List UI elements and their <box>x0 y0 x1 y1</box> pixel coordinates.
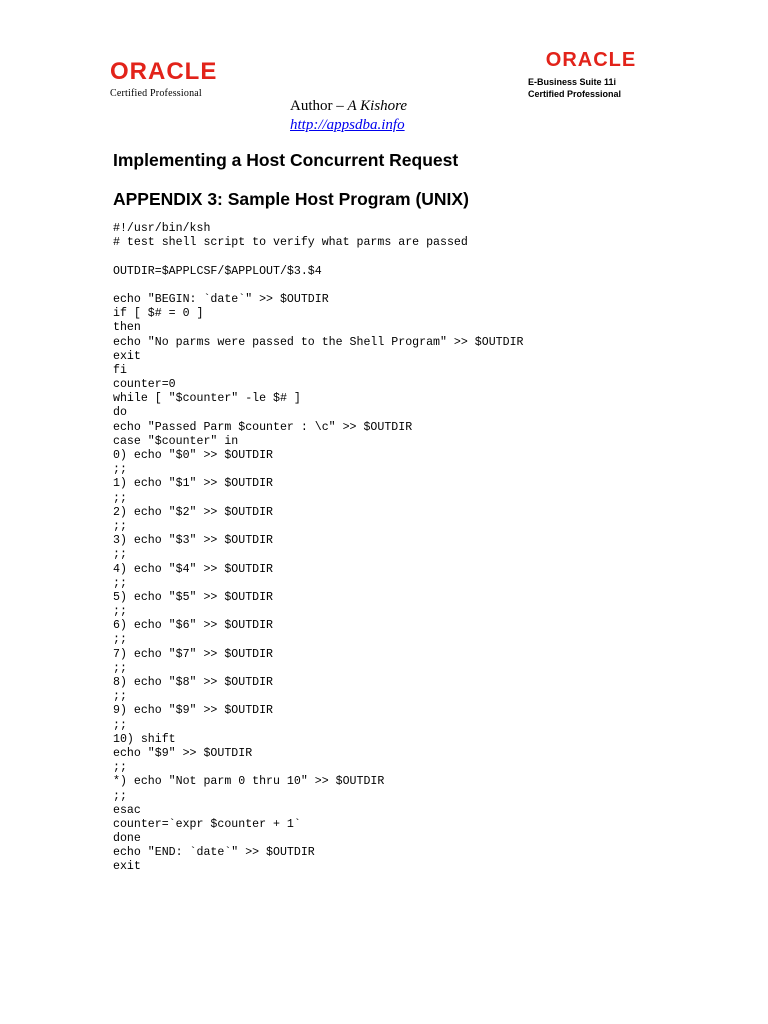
code-line: do <box>113 406 127 420</box>
code-line: 7) echo "$7" >> $OUTDIR <box>113 647 274 661</box>
code-line: ;; <box>113 690 127 704</box>
code-line: 9) echo "$9" >> $OUTDIR <box>113 704 274 718</box>
author-label: Author – <box>290 98 348 114</box>
code-line <box>113 279 524 293</box>
code-line: 6) echo "$6" >> $OUTDIR <box>113 619 274 633</box>
code-line: ;; <box>113 576 127 590</box>
oracle-certified-professional-logo <box>110 58 230 100</box>
code-line: ;; <box>113 548 127 562</box>
code-line: #!/usr/bin/ksh <box>113 222 211 235</box>
code-line: echo "BEGIN: `date`" >> $OUTDIR <box>113 292 329 306</box>
code-line: ;; <box>113 633 127 647</box>
code-line <box>113 250 524 264</box>
section-title: APPENDIX 3: Sample Host Program (UNIX) <box>113 189 469 209</box>
code-line: OUTDIR=$APPLCSF/$APPLOUT/$3.$4 <box>113 264 322 278</box>
code-line: fi <box>113 363 127 377</box>
code-line: counter=`expr $counter + 1` <box>113 817 301 831</box>
code-line: 10) shift <box>113 732 176 746</box>
code-line: counter=0 <box>113 378 176 392</box>
code-line: done <box>113 832 141 846</box>
code-line: 0) echo "$0" >> $OUTDIR <box>113 449 274 462</box>
code-line: 2) echo "$2" >> $OUTDIR <box>113 505 274 519</box>
code-line: # test shell script to verify what parms are passed <box>113 236 468 250</box>
code-line: exit <box>113 860 141 874</box>
code-line: case "$counter" in <box>113 434 239 448</box>
document-title: Implementing a Host Concurrent Request <box>113 150 459 170</box>
code-line: then <box>113 321 141 335</box>
code-line: ;; <box>113 519 127 533</box>
logo-line-certified: Certified Professional <box>528 89 622 99</box>
code-line: 8) echo "$8" >> $OUTDIR <box>113 676 274 689</box>
oracle-wordmark-right: ORACLE <box>545 49 637 71</box>
code-line: if [ $# = 0 ] <box>113 307 204 321</box>
code-line: exit <box>113 349 141 363</box>
code-line: ;; <box>113 718 127 732</box>
code-line: *) echo "Not parm 0 thru 10" >> $OUTDIR <box>113 775 385 789</box>
code-line: echo "Passed Parm $counter : \c" >> $OUTDIR <box>113 420 413 434</box>
code-line: 4) echo "$4" >> $OUTDIR <box>113 562 274 576</box>
oracle-ebs-certified-logo <box>528 48 648 100</box>
code-line: while [ "$counter" -le $# ] <box>113 392 301 406</box>
code-line: esac <box>113 803 141 817</box>
code-line: ;; <box>113 605 127 619</box>
code-line: 1) echo "$1" >> $OUTDIR <box>113 477 274 491</box>
code-line: 5) echo "$5" >> $OUTDIR <box>113 590 274 604</box>
logo-line-ebs: E-Business Suite 11i <box>528 77 617 87</box>
code-line: echo "END: `date`" >> $OUTDIR <box>113 846 315 860</box>
code-line: ;; <box>113 761 127 775</box>
logo-subtitle-left: Certified Professional <box>110 88 202 99</box>
appsdba-link[interactable]: http://appsdba.info <box>290 117 405 133</box>
author-name: A Kishore <box>347 98 408 114</box>
code-line: ;; <box>113 491 127 505</box>
code-line: ;; <box>113 789 127 803</box>
code-line: 3) echo "$3" >> $OUTDIR <box>113 534 274 548</box>
code-line: echo "$9" >> $OUTDIR <box>113 746 253 760</box>
oracle-wordmark-left: ORACLE <box>110 58 218 85</box>
code-line: echo "No parms were passed to the Shell Program" >> $OUTDIR <box>113 335 524 349</box>
author-line <box>290 98 407 115</box>
code-line: ;; <box>113 661 127 675</box>
code-line: ;; <box>113 463 127 477</box>
code-block <box>113 222 524 875</box>
